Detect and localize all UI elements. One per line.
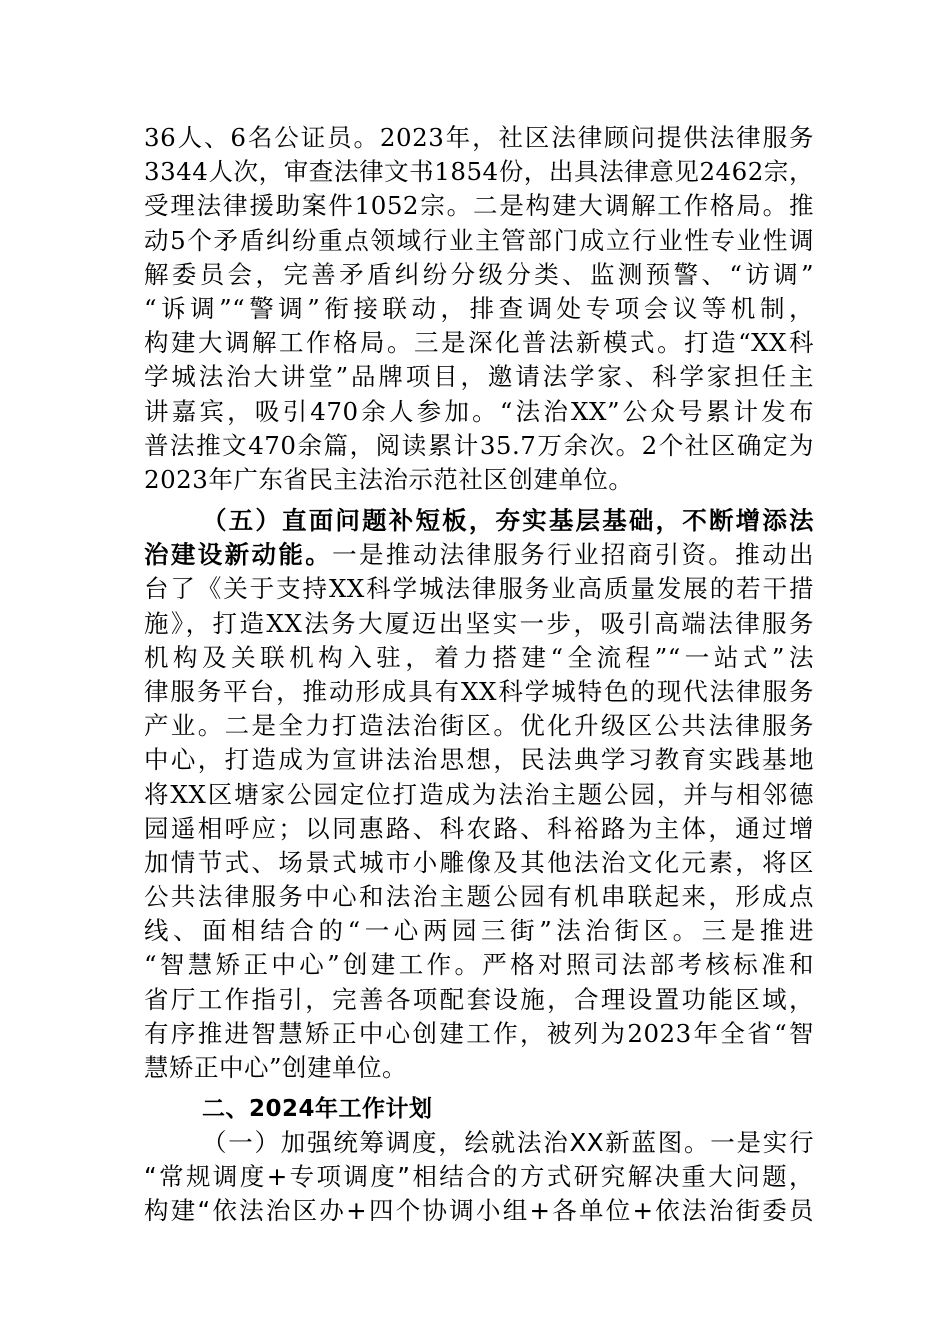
text-line: “诉调”“警调”衔接联动，排查调处专项会议等机制， bbox=[144, 293, 814, 323]
continued-paragraph bbox=[144, 121, 814, 497]
text-line: 有序推进智慧矫正中心创建工作，被列为2023年全省“智 bbox=[144, 1018, 814, 1048]
text-line: 学城法治大讲堂”品牌项目，邀请法学家、科学家担任主 bbox=[144, 362, 814, 392]
text-line: 将XX区塘家公园定位打造成为法治主题公园，并与相邻德 bbox=[144, 779, 814, 809]
text-line: 律服务平台，推动形成具有XX科学城特色的现代法律服务 bbox=[144, 676, 814, 706]
plan-section-one-paragraph bbox=[144, 1126, 814, 1229]
text-line: 讲嘉宾，吸引470余人参加。“法治XX”公众号累计发布 bbox=[144, 396, 814, 426]
text-line: 机构及关联机构入驻，着力搭建“全流程”“一站式”法 bbox=[144, 642, 814, 672]
text-line: 解委员会，完善矛盾纠纷分级分类、监测预警、“访调” bbox=[144, 259, 814, 289]
text-line: 2023年广东省民主法治示范社区创建单位。 bbox=[144, 464, 634, 494]
text-line: 动5个矛盾纠纷重点领域行业主管部门成立行业性专业性调 bbox=[144, 225, 814, 255]
text-line: 36人、6名公证员。2023年，社区法律顾问提供法律服务 bbox=[144, 123, 814, 152]
text-line: 构建“依法治区办+四个协调小组+各单位+依法治街委员 bbox=[144, 1196, 814, 1226]
text-line: （一）加强统筹调度，绘就法治XX新蓝图。一是实行 bbox=[202, 1128, 814, 1157]
text-line: “常规调度+专项调度”相结合的方式研究解决重大问题， bbox=[144, 1162, 814, 1192]
text-line: 线、面相结合的“一心两园三街”法治街区。三是推进 bbox=[144, 916, 814, 946]
text-line: 中心，打造成为宣讲法治思想，民法典学习教育实践基地 bbox=[144, 745, 814, 775]
heading-text: 二、2024年工作计划 bbox=[202, 1096, 433, 1122]
text-line: 慧矫正中心”创建单位。 bbox=[144, 1053, 408, 1082]
text-line: 省厅工作指引，完善各项配套设施，合理设置功能区域， bbox=[144, 984, 814, 1014]
text-line: “智慧矫正中心”创建工作。严格对照司法部考核标准和 bbox=[144, 950, 814, 980]
section-five-heading-end: 治建设新动能。 bbox=[144, 540, 333, 570]
text-line: 园遥相呼应；以同惠路、科农路、科裕路为主体，通过增 bbox=[144, 813, 814, 843]
text-line: 公共法律服务中心和法治主题公园有机串联起来，形成点 bbox=[144, 882, 814, 912]
text-line: 加情节式、场景式城市小雕像及其他法治文化元素，将区 bbox=[144, 847, 814, 877]
text-line: 施》，打造XX法务大厦迈出坚实一步，吸引高端法律服务 bbox=[144, 608, 814, 638]
text-line: 普法推文470余篇，阅读累计35.7万余次。2个社区确定为 bbox=[144, 430, 814, 460]
section-five-paragraph bbox=[144, 504, 814, 1085]
text-line bbox=[144, 538, 814, 572]
text-line: 台了《关于支持XX科学城法律服务业高质量发展的若干措 bbox=[144, 574, 814, 604]
section-five-text-start: 一是推动法律服务行业招商引资。推动出 bbox=[332, 540, 814, 570]
section-five-heading-line: （五）直面问题补短板，夯实基层基础，不断增添法 bbox=[202, 506, 814, 535]
text-line: 构建大调解工作格局。三是深化普法新模式。打造“XX科 bbox=[144, 328, 814, 358]
section-heading-2024-plan bbox=[144, 1092, 814, 1126]
text-line: 受理法律援助案件1052宗。二是构建大调解工作格局。推 bbox=[144, 191, 814, 221]
text-line: 产业。二是全力打造法治街区。优化升级区公共法律服务 bbox=[144, 711, 814, 741]
text-line: 3344人次，审查法律文书1854份，出具法律意见2462宗， bbox=[144, 157, 814, 187]
